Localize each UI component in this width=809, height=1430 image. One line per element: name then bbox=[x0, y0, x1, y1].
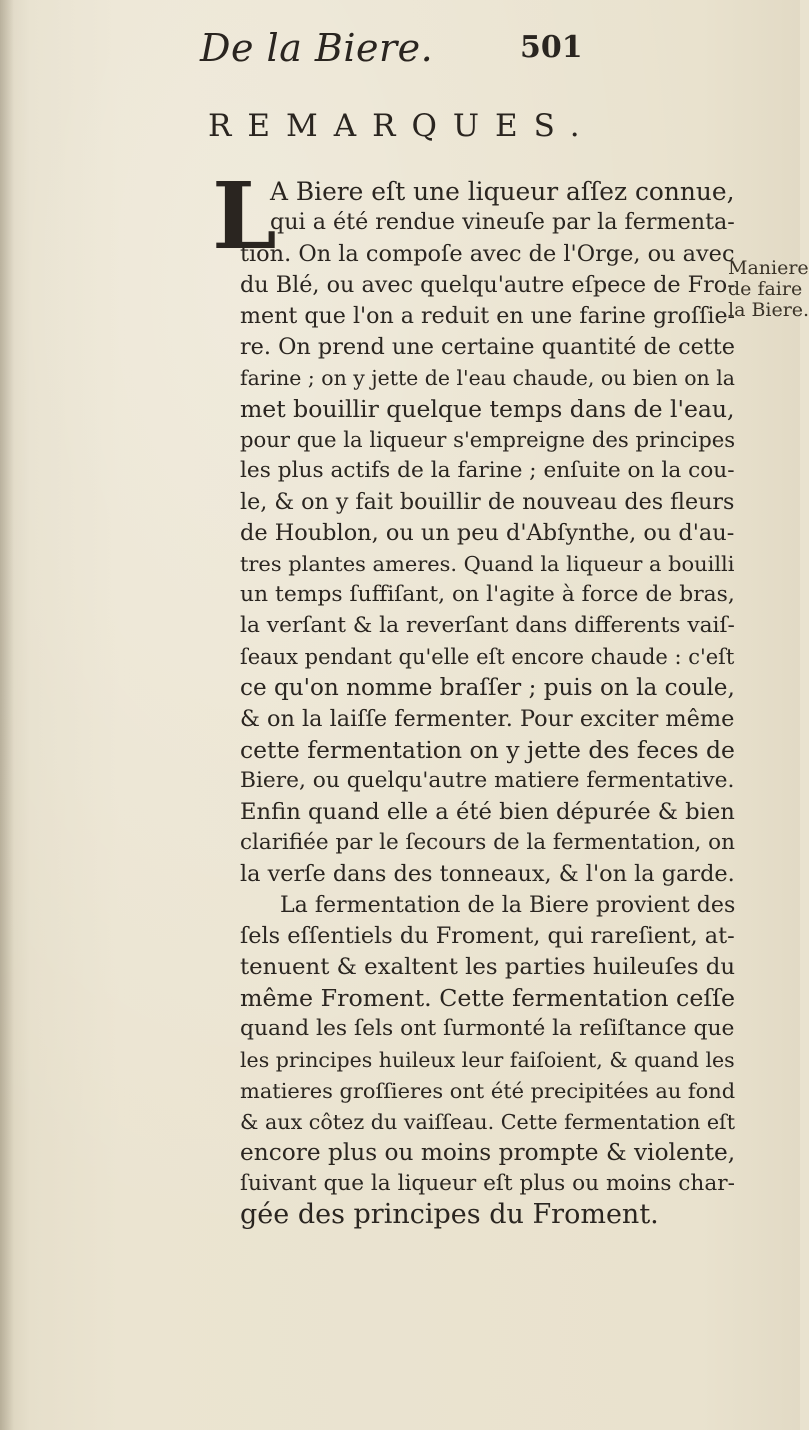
text-line: tenuent & exaltent les parties huileuſes du bbox=[240, 954, 736, 980]
text-line: de Houblon, ou un peu d'Abſynthe, ou d'au- bbox=[240, 520, 735, 546]
text-line: A Biere eſt une liqueur aſſez connue, bbox=[270, 177, 735, 206]
text-line: la verſant & la reverſant dans differents vaiſ- bbox=[240, 613, 735, 638]
text-line: ment que l'on a reduit en une farine groſſie- bbox=[240, 303, 736, 329]
text-line: la verſe dans des tonneaux, & l'on la garde. bbox=[240, 861, 735, 887]
text-line: matieres groſſieres ont été precipitées au fond bbox=[240, 1079, 736, 1103]
text-line: ſels eſſentiels du Froment, qui rareſient, at- bbox=[240, 923, 735, 949]
marginal-note-line: la Biere. bbox=[728, 299, 809, 321]
text-line: qui a été rendue vineuſe par la fermenta- bbox=[270, 209, 735, 235]
drop-cap: L bbox=[212, 162, 277, 270]
text-line: re. On prend une certaine quantité de cette bbox=[240, 334, 735, 360]
text-line: tion. On la compoſe avec de l'Orge, ou avec bbox=[240, 241, 735, 267]
section-title: REMARQUES. bbox=[208, 108, 596, 144]
text-line: Biere, ou quelqu'autre matiere fermentative. bbox=[240, 768, 735, 793]
text-line: cette fermentation on y jette des feces de bbox=[240, 736, 735, 764]
marginal-note bbox=[728, 258, 809, 321]
page-number: 501 bbox=[520, 30, 583, 65]
text-line: du Blé, ou avec quelqu'autre eſpece de Fro- bbox=[240, 272, 735, 298]
text-line: clarifiée par le ſecours de la fermentation, on bbox=[240, 830, 735, 855]
marginal-note-line: de faire bbox=[728, 278, 803, 300]
text-line: tres plantes ameres. Quand la liqueur a bouilli bbox=[240, 552, 735, 576]
text-line: ſeaux pendant qu'elle eſt encore chaude : c'eſt bbox=[240, 645, 735, 669]
text-line: encore plus ou moins prompte & violente, bbox=[240, 1139, 736, 1166]
binding-shadow bbox=[0, 0, 14, 1430]
text-line: les principes huileux leur faiſoient, & quand les bbox=[240, 1048, 735, 1072]
marginal-note-line: Maniere bbox=[728, 257, 809, 279]
text-line: quand les ſels ont ſurmonté la reſiſtance que bbox=[240, 1016, 735, 1041]
text-line: le, & on y fait bouillir de nouveau des fleurs bbox=[240, 489, 735, 515]
text-line: farine ; on y jette de l'eau chaude, ou bien on la bbox=[240, 366, 735, 390]
text-line: La fermentation de la Biere provient des bbox=[280, 892, 736, 918]
text-line: Enfin quand elle a été bien dépurée & bien bbox=[240, 799, 735, 825]
text-line: ce qu'on nomme braſſer ; puis on la coule, bbox=[240, 675, 735, 701]
text-line: un temps ſuffiſant, on l'agite à force de bras, bbox=[240, 582, 735, 607]
running-title: De la Biere. bbox=[200, 26, 434, 70]
text-line: pour que la liqueur s'empreigne des principes bbox=[240, 427, 736, 452]
text-line: les plus actifs de la farine ; enſuite on la cou- bbox=[240, 458, 735, 483]
text-line: gée des principes du Froment. bbox=[240, 1199, 659, 1230]
text-line: même Froment. Cette fermentation ceſſe bbox=[240, 984, 735, 1012]
text-line: ſuivant que la liqueur eſt plus ou moins char- bbox=[240, 1171, 735, 1196]
text-line: met bouillir quelque temps dans de l'eau, bbox=[240, 395, 735, 423]
text-line: & on la laiſſe fermenter. Pour exciter même bbox=[240, 706, 735, 732]
text-line: & aux côtez du vaiſſeau. Cette fermentation eſt bbox=[240, 1110, 735, 1134]
